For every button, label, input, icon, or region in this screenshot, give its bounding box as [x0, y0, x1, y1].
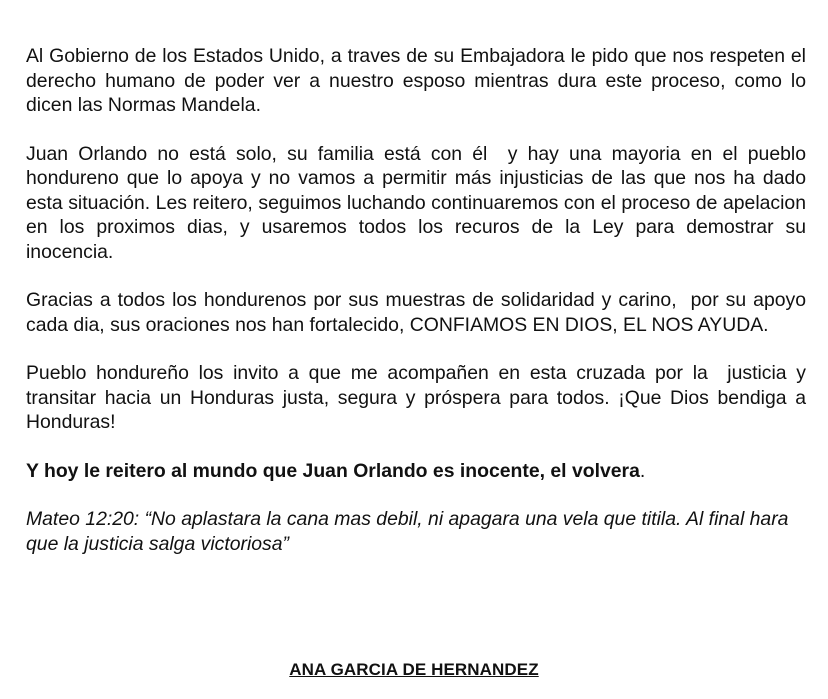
signature-name: ANA GARCIA DE HERNANDEZ [289, 660, 539, 679]
paragraph-request-to-government: Al Gobierno de los Estados Unido, a traves de su Embajadora le pido que nos respeten el derecho humano de poder ver a nuestro esposo mientras dura este proceso, como lo dicen las Normas Mandela. [26, 45, 812, 116]
paragraph-invitation: Pueblo hondureño los invito a que me acompañen en esta cruzada por la justicia y transitar hacia un Honduras justa, segura y próspera para todos. ¡Que Dios bendiga a Honduras! [26, 362, 812, 433]
paragraph-thanks: Gracias a todos los hondurenos por sus muestras de solidaridad y carino, por su apoyo cada dia, sus oraciones nos han fortalecido, CONFIAMOS EN DIOS, EL NOS AYUDA. [26, 289, 812, 336]
letter-body [26, 44, 812, 556]
innocence-statement-period: . [639, 459, 646, 482]
paragraph-bible-quote: Mateo 12:20: “No aplastara la cana mas debil, ni apagara una vela que titila. Al final hara que la justicia salga victoriosa” [26, 508, 794, 555]
paragraph-family-support: Juan Orlando no está solo, su familia está con él y hay una mayoria en el pueblo hondureno que lo apoya y no vamos a permitir más injusticias de las que nos ha dado esta situación. Les reitero, seguimos luchando continuaremos con el proceso de apelacion en los proximos dias, y usaremos todos los recuros de la Ley para demostrar su inocencia. [26, 142, 812, 263]
innocence-statement-text: Y hoy le reitero al mundo que Juan Orlando es inocente, el volvera [26, 459, 640, 482]
paragraph-innocence-statement [26, 459, 806, 484]
